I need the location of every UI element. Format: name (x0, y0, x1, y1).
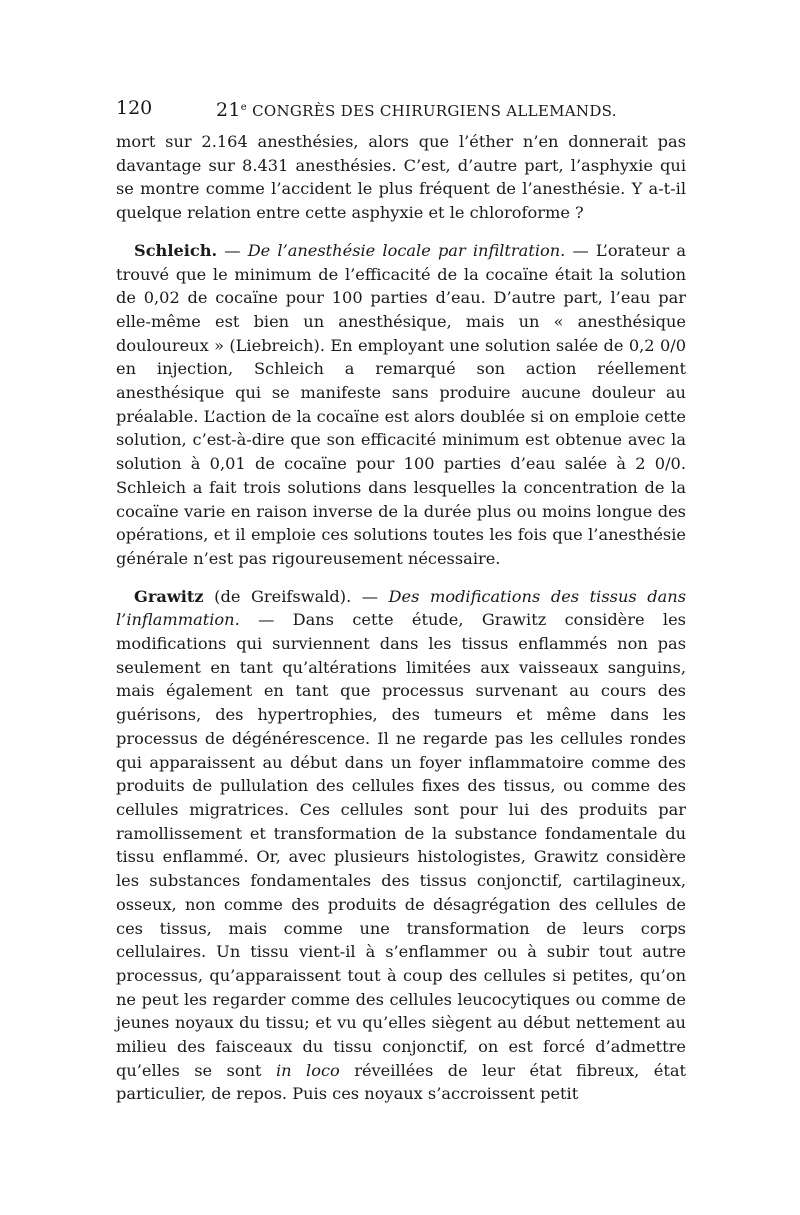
page-number: 120 (116, 97, 153, 119)
paragraph-text: — L’orateur a trouvé que le minimum de l’efficacité de la cocaïne était la solution de 0,02 de cocaïne pour 100 parties d’eau. D’autre part, l’eau par elle-même est bien un anesthésique, mais un « anesthésique douloureux » (Liebreich). En employant une solution salée de 0,2 0/0 en injection, Schleich a remarqué son action réellement anesthésique qui se manifeste sans produire aucune douleur au préalable. L’action de la cocaïne est alors doublée si on emploie cette solution, c’est-à-dire que son efficacité minimum est obtenue avec la solution à 0,01 de cocaïne pour 100 parties d’eau salée à 2 0/0. Schleich a fait trois solutions dans lesquelles la concentration de la cocaïne varie en raison inverse de la durée plus ou moins longue des opérations, et il emploie ces solutions toutes les fois que l’anesthésie générale n’est pas rigoureusement nécessaire. (116, 240, 687, 568)
paragraph-grawitz (116, 585, 686, 1106)
paragraph-text-end: réveillées de leur état fibreux, état particulier, de repos. Puis ces noyaux s’accroissent petit (116, 1060, 687, 1104)
author-name: Grawitz (134, 586, 204, 606)
latin-phrase: in loco (275, 1060, 340, 1080)
congress-title: CONGRÈS DES CHIRURGIENS ALLEMANDS. (252, 102, 617, 120)
paragraph-continuation (116, 130, 686, 225)
dash: — (217, 240, 248, 260)
congress-ordinal: 21 (216, 99, 241, 121)
running-title (216, 94, 617, 125)
page-body (116, 130, 686, 1106)
paragraph-text: mort sur 2.164 anesthésies, alors que l’éther n’en donnerait pas davantage sur 8.431 anesthésies. C’est, d’autre part, l’asphyxie qui se montre comme l’accident le plus fréquent de l’anesthésie. Y a-t-il quelque relation entre cette asphyxie et le chloroforme ? (116, 132, 686, 223)
paragraph-schleich (116, 239, 686, 571)
ordinal-suffix: e (240, 102, 247, 113)
author-name: Schleich. (134, 240, 218, 260)
paragraph-text: — Dans cette étude, Grawitz considère les modifications qui surviennent dans les tissus enflammés non pas seulement en tant qu’altérations limitées aux vaisseaux sanguins, mais également en tant que processus survenant au cours des guérisons, des hypertrophies, des tumeurs et même dans les processus de dégénérescence. Il ne regarde pas les cellules rondes qui apparaissent au début dans un foyer inflammatoire comme des produits de pullulation des cellules fixes des tissus, ou comme des cellules migratrices. Ces cellules sont pour lui des produits par ramollissement et transformation de la substance fondamentale du tissu enflammé. Or, avec plusieurs histologistes, Grawitz considère les substances fondamentales des tissus conjonctif, cartilagineux, osseux, non comme des produits de désagrégation des cellules de ces tissus, mais comme une transformation de leurs corps cellulaires. Un tissu vient-il à s’enflammer ou à subir tout autre processus, qu’apparaissent tout à coup des cellules si petites, qu’on ne peut les regarder comme des cellules leucocytiques ou comme de jeunes noyaux du tissu; et vu qu’elles siègent au début nettement au milieu des faisceaux du tissu conjonctif, on est forcé d’admettre qu’elles se sont (116, 610, 686, 1080)
article-title: Des modifications des tissus dans l’inflammation. (116, 586, 686, 630)
article-title: De l’anesthésie locale par infiltration. (247, 240, 566, 260)
running-header (116, 94, 686, 122)
author-affiliation: (de Greifswald). — (203, 586, 389, 606)
